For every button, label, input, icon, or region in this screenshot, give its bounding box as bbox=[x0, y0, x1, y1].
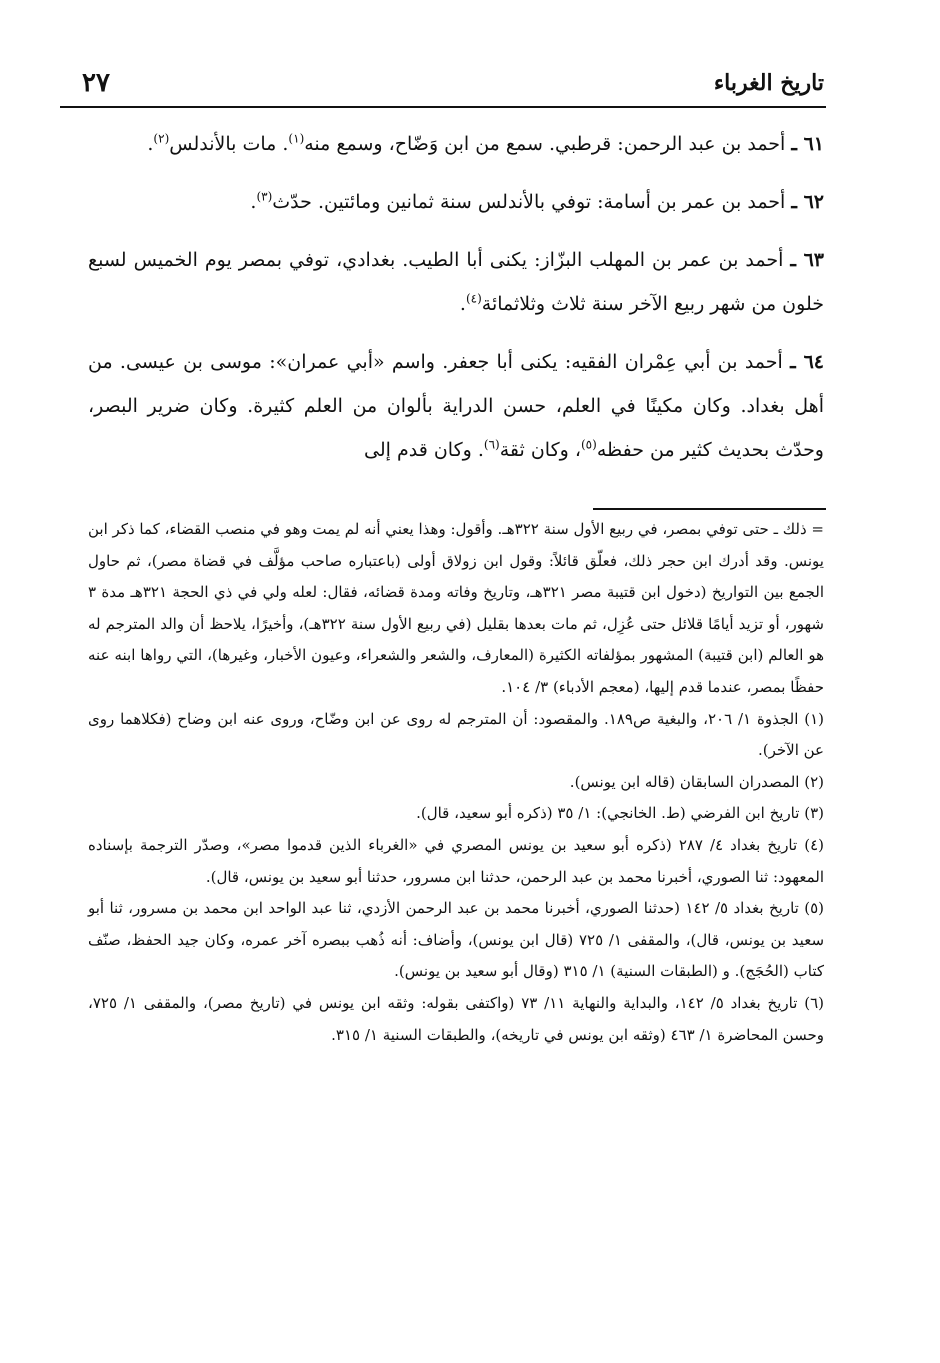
footnote-text: تاريخ بغداد ٥/ ١٤٢ (حدثنا الصوري، أخبرنا محمد بن عبد الرحمن الأزدي، ثنا عبد الواحد ابن محمد بن مسرور، ثنا أبو سعيد بن يونس، قال)، والمقفى ١/ ٧٢٥ (قال ابن يونس)، وأضاف: أنه ذُهب ببصره آخر عمره، وكان جيد الحفظ، صنّف كتاب (الحُجَج). و (الطبقات السنية) ١/ ٣١٥ (وقال أبو سعيد بن يونس). bbox=[88, 899, 825, 981]
book-title: تاريخ الغرباء bbox=[713, 70, 824, 96]
footnote-text: تاريخ ابن الفرضي (ط. الخانجي): ١/ ٣٥ (ذكره أبو سعيد، قال). bbox=[416, 804, 800, 823]
footnote-continuation: = ذلك ـ حتى توفي بمصر، في ربيع الأول سنة ٣٢٢هـ. وأقول: وهذا يعني أنه لم يمت وهو في منصب القضاء، كما ذكر ابن يونس. وقد أدرك ابن حجر ذلك، فعلّق قائلاً: وقول ابن زولاق أولى (باعتباره صاحب مؤلَّف في قضاة مصر)، ثم حاول الجمع بين التواريخ (دخول ابن قتيبة مصر ٣٢١هـ، وتاريخ وفاته ومدة قضائه، فقال: لعله ولي في ذي الحجة ٣٢١هـ مدة ٣ شهور، أو تزيد أيامًا قلائل حتى عُزِل، ثم مات بعدها بقليل (في ربيع الأول سنة ٣٢٢هـ)، وأخيرًا، يلاحظ أن والد المترجم له هو العالم (ابن قتيبة) المشهور بمؤلفاته الكثيرة (المعارف، والشعر والشعراء، وعيون الأخبار، وغيرها)، التي رواها ابنه عنه حفظًا بمصر، عندما قدم إليها، (معجم الأدباء) ٣/ ١٠٤. bbox=[88, 520, 825, 696]
page-number: ٢٧ bbox=[82, 68, 110, 98]
footnote-label: (٢) bbox=[804, 772, 824, 791]
footnote-ref: (٤) bbox=[465, 291, 482, 306]
entry-number: ٦٣ ـ bbox=[790, 249, 825, 271]
footnote-ref: (١) bbox=[288, 131, 305, 146]
footnote-text: تاريخ بغداد ٤/ ٢٨٧ (ذكره أبو سعيد بن يونس المصري في «الغرباء الذين قدموا مصر»، وصدّر الترجمة بإسناده المعهود: ثنا الصوري، أخبرنا محمد بن عبد الرحمن، حدثنا ابن مسرور، حدثنا أبو سعيد بن يونس، قال). bbox=[88, 835, 824, 886]
entry-text: أحمد بن عمر بن أسامة: توفي بالأندلس سنة ثمانين ومائتين. حدّث bbox=[272, 191, 786, 213]
entry-text: أحمد بن عمر بن المهلب البزّاز: يكنى أبا الطيب. بغدادي، توفي بمصر يوم الخميس لسبع خلون من شهر ربيع الآخر سنة ثلاث وثلاثمائة bbox=[88, 249, 824, 315]
entry-text: ، وكان ثقة bbox=[499, 439, 581, 461]
footnote-text: الجذوة ١/ ٢٠٦، والبغية ص١٨٩. والمقصود: أن المترجم له روى عن ابن وضّاح، وروى عنه ابن وضاح (فكلاهما روى عن الآخر). bbox=[88, 709, 824, 760]
entry-text: . bbox=[250, 191, 257, 213]
footnote-6 bbox=[88, 988, 824, 1051]
footnote-text: تاريخ بغداد ٥/ ١٤٢، والبداية والنهاية ١١/ ٧٣ (واكتفى بقوله: وثقه ابن يونس في (تاريخ مصر)، والمقفى ١/ ٧٢٥، وحسن المحاضرة ١/ ٤٦٣ (وثقه ابن يونس في تاريخه)، والطبقات السنية ١/ ٣١٥. bbox=[88, 993, 824, 1044]
entry-text: أحمد بن أبي عِمْران الفقيه: يكنى أبا جعفر. واسم «أبي عمران»: موسى بن عيسى. من أهل بغداد. وكان مكينًا في العلم، حسن الدراية بألوان من العلم كثيرة. وكان ضرير البصر، وحدّث بحديث كثير من حفظه bbox=[88, 351, 824, 461]
footnote-2 bbox=[88, 767, 824, 799]
running-head bbox=[60, 66, 824, 106]
entry-number: ٦٢ ـ bbox=[791, 191, 824, 213]
footnote-label: (٣) bbox=[804, 804, 824, 823]
footnote-ref: (٣) bbox=[256, 189, 273, 204]
footnote-ref: (٥) bbox=[580, 437, 597, 452]
footnote-5 bbox=[88, 893, 824, 988]
footnotes bbox=[88, 514, 824, 1051]
entry-61 bbox=[88, 122, 824, 166]
footnote-1 bbox=[88, 704, 824, 767]
entry-62 bbox=[88, 180, 824, 224]
footnote-label: (١) bbox=[804, 709, 825, 728]
entry-text: . bbox=[147, 133, 154, 155]
footnote-label: (٥) bbox=[804, 899, 825, 918]
footnote-text: المصدران السابقان (قاله ابن يونس). bbox=[569, 772, 800, 791]
entry-text: . وكان قدم إلى bbox=[364, 439, 484, 461]
footnote-3 bbox=[88, 798, 824, 830]
entry-text: . bbox=[459, 293, 466, 315]
footnote-4 bbox=[88, 830, 824, 893]
header-rule bbox=[60, 106, 826, 108]
entry-number: ٦٤ ـ bbox=[790, 351, 824, 373]
footnote-label: (٤) bbox=[804, 835, 824, 854]
entry-64 bbox=[88, 340, 824, 472]
entry-text: أحمد بن عبد الرحمن: قرطبي. سمع من ابن وَضّاح، وسمع منه bbox=[304, 133, 786, 155]
footnote-ref: (٢) bbox=[153, 131, 170, 146]
footnote-label: (٦) bbox=[804, 993, 824, 1012]
entry-number: ٦١ ـ bbox=[791, 133, 824, 155]
footnote-separator bbox=[593, 508, 826, 510]
footnote-ref: (٦) bbox=[483, 437, 500, 452]
main-text bbox=[88, 122, 824, 486]
entry-text: . مات بالأندلس bbox=[169, 133, 289, 155]
entry-63 bbox=[88, 238, 824, 326]
